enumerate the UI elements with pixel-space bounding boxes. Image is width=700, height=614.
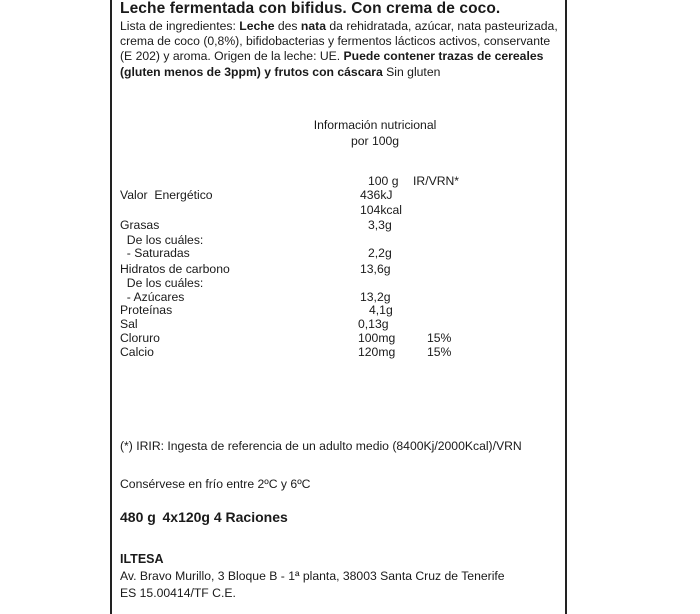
nutrient-label: De los cuáles:	[120, 276, 204, 290]
company-address: Av. Bravo Murillo, 3 Bloque B - 1ª planta, 38003 Santa Cruz de Tenerife	[120, 569, 505, 583]
footnote: (*) IRIR: Ingesta de referencia de un adulto medio (8400Kj/2000Kcal)/VRN	[120, 439, 522, 453]
nutrition-heading: Información nutricional	[313, 118, 437, 132]
nutrient-ir: 15%	[427, 345, 452, 359]
nutrient-label: Proteínas	[120, 303, 173, 317]
ingredients-part: des	[274, 19, 301, 33]
allergen-warning: Puede contener trazas de cereales (gluten menos de 3ppm) y frutos con cáscara	[120, 49, 544, 79]
nutrient-value: 0,13g	[358, 317, 389, 331]
ingredients-part: da rehidratada, azúcar, nata pasteurizada, crema de coco (0,8%), bifidobacterias y fermentos lácticos activos, conservante (E 202) y aroma. Origen de la leche: UE.	[120, 19, 558, 64]
product-title: Leche fermentada con bifidus. Con crema de coco.	[120, 0, 501, 17]
nutrient-value: 3,3g	[368, 218, 392, 232]
company-name: ILTESA	[120, 552, 164, 566]
nutrient-label: Calcio	[120, 345, 154, 359]
nutrient-value: 13,2g	[360, 290, 391, 304]
nutrient-label: Grasas	[120, 218, 160, 232]
column-100g: 100 g	[368, 174, 399, 188]
nutrient-value: 100mg	[358, 331, 396, 345]
nutrition-per: por 100g	[350, 134, 400, 148]
nutrient-value: 436kJ	[360, 188, 393, 202]
nutrient-label: Cloruro	[120, 331, 160, 345]
nutrient-value: 104kcal	[360, 203, 403, 217]
gluten-free-text: Sin gluten	[382, 64, 441, 79]
registry-number: ES 15.00414/TF C.E.	[120, 586, 236, 600]
nutrient-value: 13,6g	[360, 262, 391, 276]
allergen-nata: nata	[300, 19, 326, 33]
allergen-leche: Leche	[239, 19, 275, 33]
nutrient-label: De los cuáles:	[120, 233, 204, 247]
quantity-info: 480 g 4x120g 4 Raciones	[120, 509, 288, 525]
nutrient-ir: 15%	[427, 331, 452, 345]
nutrient-label: Sal	[120, 317, 138, 331]
nutrient-label: Valor Energético	[120, 188, 213, 202]
nutrient-value: 2,2g	[368, 246, 392, 260]
ingredients-intro: Lista de ingredientes:	[120, 19, 240, 33]
nutrient-label: - Saturadas	[120, 246, 190, 260]
nutrient-label: Hidratos de carbono	[120, 262, 230, 276]
storage-instructions: Consérvese en frío entre 2ºC y 6ºC	[120, 477, 311, 491]
ingredients-text	[120, 19, 565, 80]
column-ir: IR/VRN*	[413, 174, 460, 188]
nutrient-value: 120mg	[358, 345, 396, 359]
nutrient-value: 4,1g	[369, 303, 393, 317]
nutrient-label: - Azúcares	[120, 290, 185, 304]
